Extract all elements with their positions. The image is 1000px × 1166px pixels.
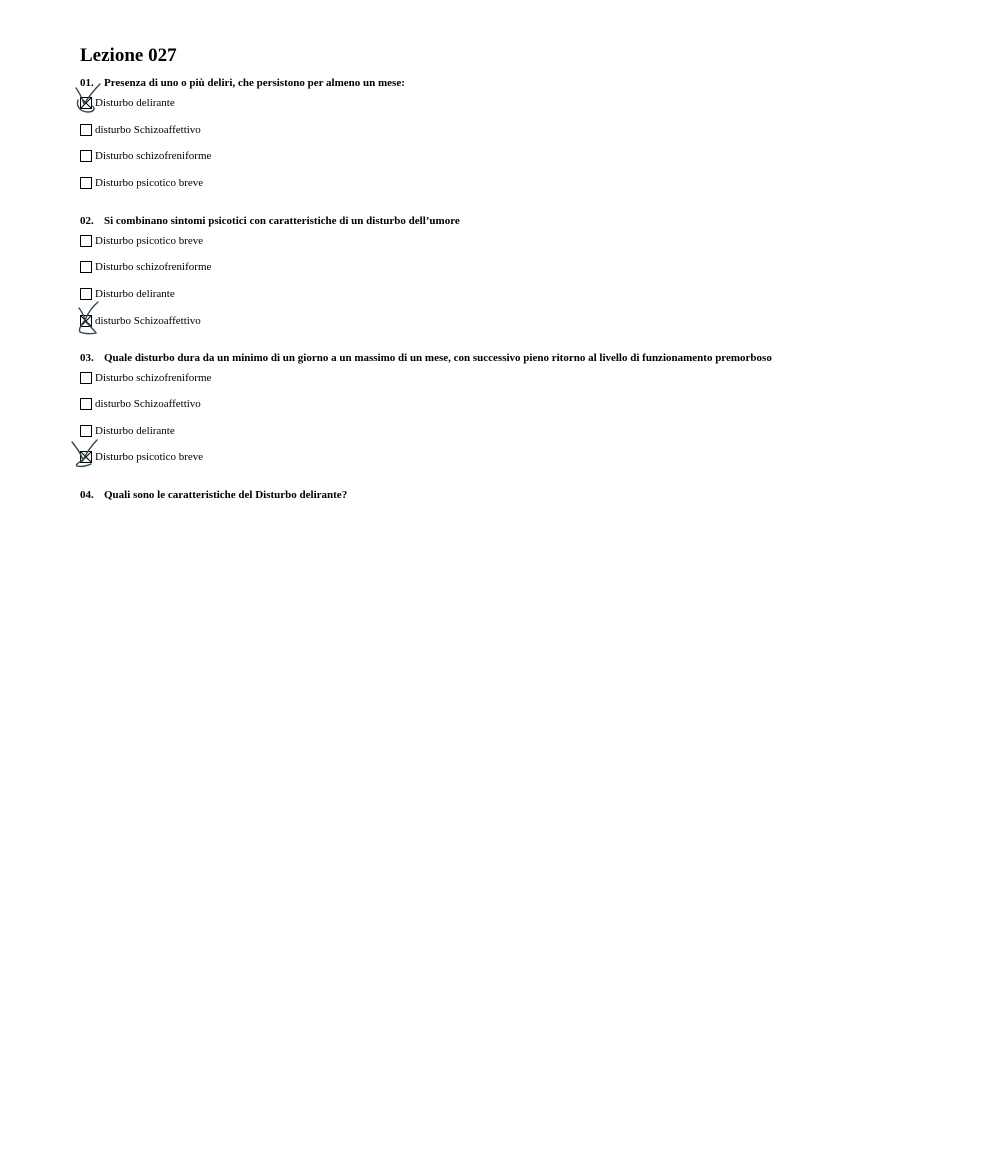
checkbox[interactable]: [80, 235, 92, 247]
option-label: Disturbo delirante: [95, 97, 175, 109]
question-text: [80, 214, 960, 228]
x-mark-icon: [81, 98, 91, 108]
checkbox[interactable]: [80, 177, 92, 189]
checkbox[interactable]: [80, 398, 92, 410]
option-label: Disturbo schizofreniforme: [95, 372, 212, 384]
option-label: Disturbo delirante: [95, 288, 175, 300]
question-number: 04.: [80, 489, 94, 501]
question-text: [80, 488, 960, 502]
checkbox[interactable]: [80, 261, 92, 273]
option-label: Disturbo psicotico breve: [95, 177, 204, 189]
question-number: 02.: [80, 215, 94, 227]
checkbox[interactable]: [80, 124, 92, 136]
answer-option[interactable]: [80, 174, 960, 192]
option-label: disturbo Schizoaffettivo: [95, 124, 201, 136]
checkbox[interactable]: [80, 97, 92, 109]
page-title: Lezione 027: [80, 45, 177, 66]
option-label: Disturbo schizofreniforme: [95, 261, 212, 273]
answer-option[interactable]: [80, 312, 960, 330]
checkbox[interactable]: [80, 315, 92, 327]
question-text: [80, 76, 960, 90]
option-label: disturbo Schizoaffettivo: [95, 315, 201, 327]
answer-option[interactable]: [80, 121, 960, 139]
option-label: Disturbo psicotico breve: [95, 235, 204, 247]
answer-option[interactable]: [80, 448, 960, 466]
question-03: [80, 351, 960, 466]
checkbox[interactable]: [80, 150, 92, 162]
checkbox[interactable]: [80, 425, 92, 437]
answer-option[interactable]: [80, 395, 960, 413]
document-page: [80, 40, 960, 502]
question-text: [80, 351, 960, 365]
question-04: [80, 488, 960, 502]
answer-option[interactable]: [80, 258, 960, 276]
option-label: Disturbo delirante: [95, 425, 175, 437]
x-mark-icon: [81, 316, 91, 326]
checkbox[interactable]: [80, 288, 92, 300]
answer-option[interactable]: [80, 422, 960, 440]
question-number: 03.: [80, 352, 94, 364]
question-01: [80, 76, 960, 192]
question-prompt: Quale disturbo dura da un minimo di un giorno a un massimo di un mese, con successivo pieno ritorno al livello di funzionamento premorboso: [104, 352, 772, 364]
question-02: [80, 214, 960, 330]
answer-option[interactable]: [80, 369, 960, 387]
answer-option[interactable]: [80, 94, 960, 112]
answer-option[interactable]: [80, 285, 960, 303]
option-label: Disturbo schizofreniforme: [95, 150, 212, 162]
option-label: disturbo Schizoaffettivo: [95, 398, 201, 410]
x-mark-icon: [81, 452, 91, 462]
question-prompt: Si combinano sintomi psicotici con caratteristiche di un disturbo dell’umore: [104, 215, 460, 227]
answer-option[interactable]: [80, 147, 960, 165]
checkbox[interactable]: [80, 451, 92, 463]
question-number: 01.: [80, 77, 94, 89]
checkbox[interactable]: [80, 372, 92, 384]
option-label: Disturbo psicotico breve: [95, 451, 204, 463]
question-prompt: Presenza di uno o più deliri, che persistono per almeno un mese:: [104, 77, 405, 89]
answer-option[interactable]: [80, 232, 960, 250]
question-prompt: Quali sono le caratteristiche del Disturbo delirante?: [104, 489, 348, 501]
